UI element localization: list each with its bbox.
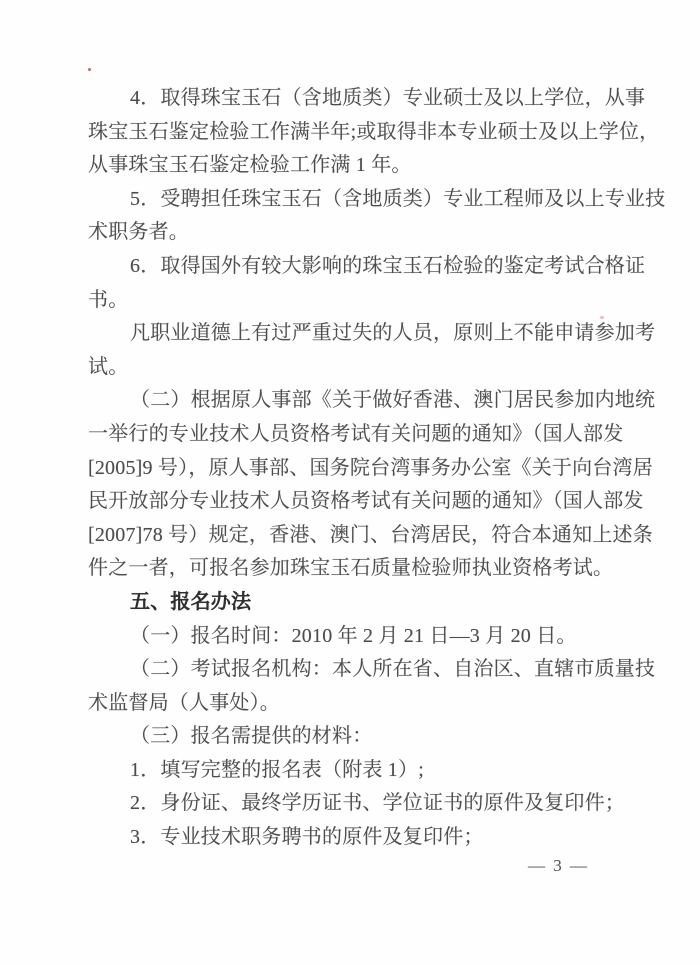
scan-speck: [600, 316, 604, 319]
text-line: 从事珠宝玉石鉴定检验工作满 1 年。: [88, 154, 412, 177]
text-line: 5．受聘担任珠宝玉石（含地质类）专业工程师及以上专业技: [130, 187, 666, 210]
text-line: 4．取得珠宝玉石（含地质类）专业硕士及以上学位，从事: [130, 87, 646, 109]
text-line: （三）报名需提供的材料：: [130, 725, 373, 748]
material-item-1: [88, 754, 610, 788]
text-line: 6．取得国外有较大影响的珠宝玉石检验的鉴定考试合格证: [130, 254, 646, 277]
text-line: 件之一者，可报名参加珠宝玉石质量检验师执业资格考试。: [88, 557, 614, 580]
text-line: 试。: [88, 355, 129, 378]
materials-intro: [88, 720, 610, 754]
text-line: 1．填写完整的报名表（附表 1）;: [130, 758, 424, 781]
condition-item-5: [88, 183, 666, 250]
text-line: 民开放部分专业技术人员资格考试有关问题的通知》（国人部发: [88, 490, 644, 513]
condition-item-6: [88, 250, 646, 317]
hk-macao-taiwan-clause: [88, 384, 656, 586]
text-line: 五、报名办法: [130, 590, 252, 613]
text-line: [2007]78 号）规定，香港、澳门、台湾居民，符合本通知上述条: [88, 523, 653, 546]
material-item-2: [88, 787, 625, 821]
text-line: 术监督局（人事处）。: [88, 691, 280, 714]
text-line: （二）根据原人事部《关于做好香港、澳门居民参加内地统: [130, 389, 656, 412]
condition-item-4: [88, 82, 660, 183]
section-5-heading: [88, 586, 610, 620]
scan-speck: [88, 68, 91, 71]
text-line: （二）考试报名机构：本人所在省、自治区、直辖市质量技: [130, 658, 656, 681]
text-line: 凡职业道德上有过严重过失的人员，原则上不能申请参加考: [130, 322, 656, 345]
text-block: [88, 82, 666, 855]
text-line: 2．身份证、最终学历证书、学位证书的原件及复印件；: [130, 792, 625, 815]
material-item-3: [88, 821, 610, 855]
text-line: 3．专业技术职务聘书的原件及复印件；: [130, 826, 484, 849]
ethics-note: [88, 317, 656, 384]
text-line: 珠宝玉石鉴定检验工作满半年;或取得非本专业硕士及以上学位，: [88, 120, 660, 143]
text-line: [2005]9 号），原人事部、国务院台湾事务办公室《关于向台湾居: [88, 456, 653, 479]
text-line: 一举行的专业技术人员资格考试有关问题的通知》（国人部发: [88, 422, 624, 445]
registration-org: [88, 653, 656, 720]
text-line: 书。: [88, 288, 129, 311]
text-line: （一）报名时间：2010 年 2 月 21 日—3 月 20 日。: [130, 624, 577, 647]
page-number: — 3 —: [528, 856, 589, 875]
text-line: 术职务者。: [88, 221, 189, 244]
registration-time: [88, 620, 610, 654]
